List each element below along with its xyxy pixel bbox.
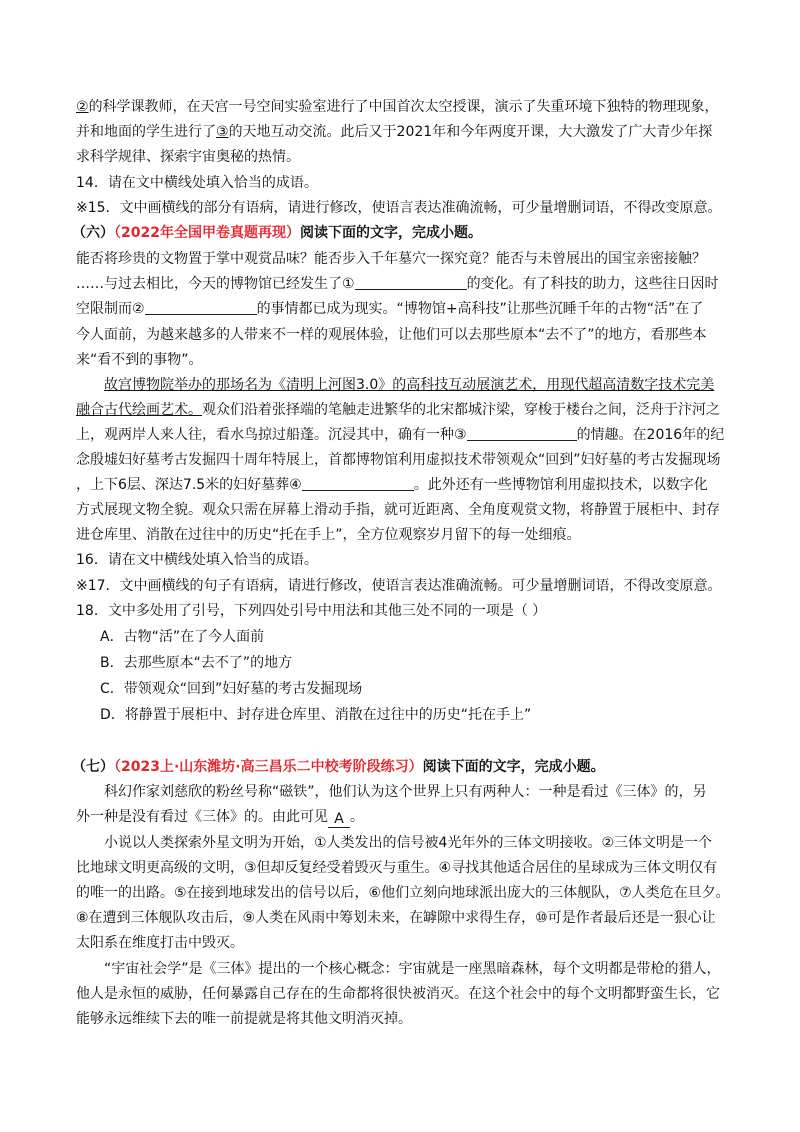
passage-line: 来“看不到的事物”。 [76,352,203,368]
answer-blank[interactable] [355,275,467,290]
passage-line: 外一种是没有看过《三体》的。由此可见 A 。 [76,809,364,827]
option-d[interactable]: D．将静置于展柜中、封存进仓库里、消散在过往中的历史“托在手上” [100,707,532,723]
passage-line: 的唯一的出路。⑤在接到地球发出的信号以后，⑥他们立刻向地球派出庞大的三体舰队，⑦人类危在旦夕。 [76,885,730,901]
underlined-sentence: 融合古代绘画艺术。 [76,402,202,418]
answer-blank[interactable] [145,300,257,315]
question-16: 16．请在文中横线处填入恰当的成语。 [76,552,318,568]
question-18: 18．文中多处用了引号，下列四处引号中用法和其他三处不同的一项是（ ） [76,603,547,619]
passage-line: 科幻作家刘慈欣的粉丝号称“磁铁”，他们认为这个世界上只有两种人：一种是看过《三体》的，另 [104,784,707,800]
option-a[interactable]: A．古物“活”在了今人面前 [100,629,265,645]
source-label: （2023上·山东潍坊·高三昌乐二中校考阶段练习） [114,759,423,775]
passage-line: 能够永远维续下去的唯一前提就是将其他文明消灭掉。 [76,1011,412,1027]
passage-line: 求科学规律、探索宇宙奥秘的热情。 [76,149,300,165]
passage-line: 太阳系在维度打击中毁灭。 [76,935,244,951]
passage-line: 上，观两岸人来人往，看水鸟掠过船蓬。沉浸其中，确有一种③ 的情趣。在2016年的纪 [76,427,725,443]
passage-line: 进仓库里、消散在过往中的历史“托在手上”，全方位观察岁月留下的每一处细痕。 [76,527,581,543]
passage-line: 融合古代绘画艺术。观众们沿着张择端的笔触走进繁华的北宋都城汴梁，穿梭于楼台之间，泛舟于汴河之 [76,402,720,418]
blank-marker: ② [76,99,89,115]
question-14: 14．请在文中横线处填入恰当的成语。 [76,175,318,191]
passage-line: “宇宙社会学”是《三体》提出的一个核心概念：宇宙就是一座黑暗森林，每个文明都是带枪的猎人， [104,961,721,977]
passage-line: 小说以人类探索外星文明为开始，①人类发出的信号被4光年外的三体文明接收。②三体文明是一个 [104,835,713,851]
option-c[interactable]: C．带领观众“回到”妇好墓的考古发掘现场 [100,681,363,697]
section-heading-6: （六）（2022年全国甲卷真题再现）阅读下面的文字，完成小题。 [72,225,482,241]
passage-line: ，上下6层、深达7.5米的妇好墓葬④ 。此外还有一些博物馆利用虚拟技术，以数字化 [76,477,708,493]
passage-line: 空限制而② 的事情都已成为现实。“博物馆+高科技”让那些沉睡千年的古物“活”在了 [76,301,704,317]
passage-line: 今人面前，为越来越多的人带来不一样的观展体验，让他们可以去那些原本“去不了”的地方，看那些本 [76,327,707,343]
blank-marker: ③ [216,124,229,140]
answer-blank[interactable] [302,476,414,491]
underlined-sentence: 故宫博物院举办的那场名为《清明上河图3.0》的高科技互动展演艺术，用现代超高清数字技术完美 [104,377,715,393]
section-heading-7: （七）（2023上·山东潍坊·高三昌乐二中校考阶段练习）阅读下面的文字，完成小题。 [72,759,605,775]
passage-line: ……与过去相比，今天的博物馆已经发生了① 的变化。有了科技的助力，这些往日因时 [76,276,719,292]
answer-blank[interactable] [467,426,577,441]
question-17: ※17．文中画横线的句子有语病，请进行修改，使语言表达准确流畅。可少量增删词语，不得改变原意。 [76,578,722,594]
passage-line: 方式展现文物全貌。观众只需在屏幕上滑动手指，就可近距离、全角度观赏文物，将静置于展柜中、封存 [76,502,720,518]
source-label: （2022年全国甲卷真题再现） [114,225,300,241]
question-15: ※15．文中画横线的部分有语病，请进行修改，使语言表达准确流畅，可少量增删词语，不得改变原意。 [76,200,722,216]
passage-line: ②的科学课教师，在天宫一号空间实验室进行了中国首次太空授课，演示了失重环境下独特的物理现象， [76,99,719,115]
passage-line: 念殷墟妇好墓考古发掘四十周年特展上，首都博物馆利用虚拟技术带领观众“回到”妇好墓的考古发掘现场 [76,452,721,468]
passage-line: 他人是永恒的威胁，任何暴露自己存在的生命都将很快被消灭。在这个社会中的每个文明都野蛮生长，它 [76,986,720,1002]
passage-line: ⑧在遭到三体舰队攻击后，⑨人类在风雨中筹划未来，在罅隙中求得生存，⑩可是作者最后还是一狠心让 [76,910,716,926]
answer-blank[interactable]: A [328,811,350,828]
option-b[interactable]: B．去那些原本“去不了”的地方 [100,655,293,671]
passage-line: 比地球文明更高级的文明，③但却反复经受着毁灭与重生。④寻找其他适合居住的星球成为三体文明仅有 [76,860,718,876]
passage-line: 能否将珍贵的文物置于掌中观赏品味？能否步入千年墓穴一探究竟？能否与未曾展出的国宝亲密接触？ [76,251,706,267]
passage-line: 并和地面的学生进行了③的天地互动交流。此后又于2021年和今年两度开课，大大激发了广大青少年探 [76,124,713,140]
